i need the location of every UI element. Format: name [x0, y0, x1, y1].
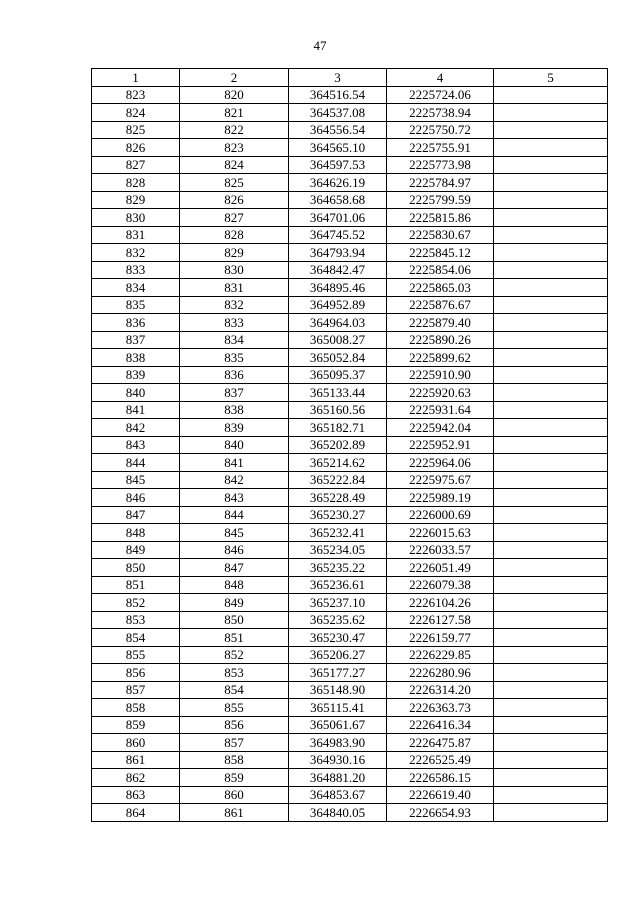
table-cell: 844: [92, 454, 180, 472]
table-row: [92, 156, 608, 174]
table-cell: 2225738.94: [387, 104, 494, 122]
table-cell: [494, 261, 608, 279]
table-cell: [494, 559, 608, 577]
table-cell: 2226015.63: [387, 524, 494, 542]
table-row: [92, 261, 608, 279]
table-cell: [494, 489, 608, 507]
table-cell: 364793.94: [289, 244, 387, 262]
table-cell: 849: [180, 594, 289, 612]
table-cell: 365206.27: [289, 646, 387, 664]
column-header: 4: [387, 69, 494, 87]
table-cell: [494, 226, 608, 244]
table-cell: 828: [180, 226, 289, 244]
table-row: [92, 279, 608, 297]
table-cell: [494, 629, 608, 647]
table-cell: [494, 576, 608, 594]
table-cell: 365222.84: [289, 471, 387, 489]
table-cell: [494, 436, 608, 454]
table-cell: 860: [180, 786, 289, 804]
coordinates-table: [91, 68, 608, 822]
table-cell: [494, 664, 608, 682]
table-row: [92, 436, 608, 454]
table-cell: [494, 314, 608, 332]
table-cell: 851: [180, 629, 289, 647]
table-cell: 830: [92, 209, 180, 227]
table-cell: 2225784.97: [387, 174, 494, 192]
table-cell: [494, 366, 608, 384]
table-cell: [494, 296, 608, 314]
table-row: [92, 681, 608, 699]
table-cell: [494, 611, 608, 629]
table-cell: [494, 646, 608, 664]
table-row: [92, 314, 608, 332]
table-cell: 2226033.57: [387, 541, 494, 559]
table-cell: 857: [92, 681, 180, 699]
table-cell: 834: [92, 279, 180, 297]
table-cell: 853: [180, 664, 289, 682]
table-cell: 848: [92, 524, 180, 542]
table-cell: 854: [180, 681, 289, 699]
table-cell: 365177.27: [289, 664, 387, 682]
column-header: 1: [92, 69, 180, 87]
table-cell: 854: [92, 629, 180, 647]
table-cell: 831: [180, 279, 289, 297]
table-cell: 2226586.15: [387, 769, 494, 787]
table-cell: 862: [92, 769, 180, 787]
table-cell: [494, 121, 608, 139]
table-cell: 364745.52: [289, 226, 387, 244]
table-cell: 855: [92, 646, 180, 664]
table-cell: 365234.05: [289, 541, 387, 559]
table-cell: 364840.05: [289, 804, 387, 822]
table-cell: 837: [180, 384, 289, 402]
table-cell: 840: [92, 384, 180, 402]
table-cell: 2226229.85: [387, 646, 494, 664]
table-row: [92, 664, 608, 682]
table-cell: 825: [92, 121, 180, 139]
table-cell: 365182.71: [289, 419, 387, 437]
table-cell: 850: [92, 559, 180, 577]
table-cell: 2225952.91: [387, 436, 494, 454]
table-cell: 2226079.38: [387, 576, 494, 594]
table-cell: [494, 349, 608, 367]
table-cell: [494, 541, 608, 559]
table-row: [92, 349, 608, 367]
table-cell: 835: [92, 296, 180, 314]
table-cell: 859: [180, 769, 289, 787]
table-cell: 837: [92, 331, 180, 349]
table-cell: 861: [180, 804, 289, 822]
table-cell: 2225931.64: [387, 401, 494, 419]
table-cell: 365228.49: [289, 489, 387, 507]
table-cell: 864: [92, 804, 180, 822]
table-cell: [494, 209, 608, 227]
table-cell: 825: [180, 174, 289, 192]
table-cell: [494, 139, 608, 157]
table-cell: 852: [92, 594, 180, 612]
table-cell: 832: [180, 296, 289, 314]
table-cell: [494, 419, 608, 437]
table-cell: 364516.54: [289, 86, 387, 104]
table-cell: 840: [180, 436, 289, 454]
table-row: [92, 419, 608, 437]
table-cell: 853: [92, 611, 180, 629]
table-cell: 2225975.67: [387, 471, 494, 489]
table-cell: 2225899.62: [387, 349, 494, 367]
table-cell: 365236.61: [289, 576, 387, 594]
table-cell: 836: [92, 314, 180, 332]
table-row: [92, 786, 608, 804]
table-cell: 846: [180, 541, 289, 559]
table-cell: 365115.41: [289, 699, 387, 717]
table-cell: 850: [180, 611, 289, 629]
table-cell: 842: [180, 471, 289, 489]
table-cell: [494, 471, 608, 489]
table-cell: 860: [92, 734, 180, 752]
table-cell: 830: [180, 261, 289, 279]
table-row: [92, 104, 608, 122]
table-cell: 822: [180, 121, 289, 139]
table-cell: 365008.27: [289, 331, 387, 349]
table-cell: 2225920.63: [387, 384, 494, 402]
table-cell: 824: [92, 104, 180, 122]
column-header: 5: [494, 69, 608, 87]
table-cell: [494, 331, 608, 349]
table-cell: 364565.10: [289, 139, 387, 157]
table-row: [92, 629, 608, 647]
table-cell: 2225755.91: [387, 139, 494, 157]
table-row: [92, 296, 608, 314]
table-cell: 838: [180, 401, 289, 419]
table-row: [92, 191, 608, 209]
table-cell: 835: [180, 349, 289, 367]
table-cell: 2226280.96: [387, 664, 494, 682]
table-cell: 823: [180, 139, 289, 157]
table-cell: 2225830.67: [387, 226, 494, 244]
table-cell: 365061.67: [289, 716, 387, 734]
table-cell: [494, 716, 608, 734]
table-cell: [494, 681, 608, 699]
table-cell: 364626.19: [289, 174, 387, 192]
table-cell: [494, 191, 608, 209]
table-cell: 2226363.73: [387, 699, 494, 717]
table-row: [92, 559, 608, 577]
table-cell: [494, 524, 608, 542]
table-cell: 365133.44: [289, 384, 387, 402]
table-cell: 852: [180, 646, 289, 664]
table-cell: 821: [180, 104, 289, 122]
table-cell: 844: [180, 506, 289, 524]
table-cell: 2226159.77: [387, 629, 494, 647]
table-cell: 2226104.26: [387, 594, 494, 612]
table-cell: 364895.46: [289, 279, 387, 297]
table-cell: 831: [92, 226, 180, 244]
table-cell: 364881.20: [289, 769, 387, 787]
table-cell: 364964.03: [289, 314, 387, 332]
table-cell: 861: [92, 751, 180, 769]
table-cell: 843: [180, 489, 289, 507]
table-cell: 839: [180, 419, 289, 437]
table-cell: 2226619.40: [387, 786, 494, 804]
table-body: [92, 86, 608, 821]
table-cell: 857: [180, 734, 289, 752]
table-cell: 2226000.69: [387, 506, 494, 524]
table-cell: 856: [92, 664, 180, 682]
table-row: [92, 524, 608, 542]
table-cell: 829: [92, 191, 180, 209]
table-row: [92, 86, 608, 104]
table-cell: 2225910.90: [387, 366, 494, 384]
table-cell: 851: [92, 576, 180, 594]
table-row: [92, 331, 608, 349]
table-row: [92, 769, 608, 787]
table-cell: 364537.08: [289, 104, 387, 122]
table-cell: [494, 786, 608, 804]
table-cell: 364556.54: [289, 121, 387, 139]
table-cell: 365237.10: [289, 594, 387, 612]
table-row: [92, 646, 608, 664]
table-row: [92, 401, 608, 419]
table-cell: 2225854.06: [387, 261, 494, 279]
table-cell: 827: [180, 209, 289, 227]
table-cell: 826: [92, 139, 180, 157]
table-cell: 365230.27: [289, 506, 387, 524]
table-row: [92, 489, 608, 507]
page-number: 47: [313, 38, 327, 53]
table-cell: 856: [180, 716, 289, 734]
table-row: [92, 121, 608, 139]
table-cell: 364658.68: [289, 191, 387, 209]
table-cell: 364701.06: [289, 209, 387, 227]
table-cell: 833: [92, 261, 180, 279]
table-row: [92, 139, 608, 157]
table-cell: 365052.84: [289, 349, 387, 367]
table-cell: [494, 699, 608, 717]
table-cell: 2225876.67: [387, 296, 494, 314]
table-cell: 839: [92, 366, 180, 384]
table-row: [92, 751, 608, 769]
table-cell: 2226654.93: [387, 804, 494, 822]
table-cell: 832: [92, 244, 180, 262]
table-cell: 364983.90: [289, 734, 387, 752]
table-cell: [494, 244, 608, 262]
table-cell: 2225879.40: [387, 314, 494, 332]
table-row: [92, 594, 608, 612]
table-cell: 826: [180, 191, 289, 209]
table-cell: 843: [92, 436, 180, 454]
table-cell: 365214.62: [289, 454, 387, 472]
table-cell: [494, 454, 608, 472]
table-cell: 842: [92, 419, 180, 437]
table-cell: 859: [92, 716, 180, 734]
table-cell: 365202.89: [289, 436, 387, 454]
table-cell: 2225773.98: [387, 156, 494, 174]
table-row: [92, 541, 608, 559]
table-cell: 858: [180, 751, 289, 769]
table-cell: 845: [180, 524, 289, 542]
table-cell: 855: [180, 699, 289, 717]
table-cell: [494, 279, 608, 297]
table-row: [92, 576, 608, 594]
table-cell: 365235.22: [289, 559, 387, 577]
table-cell: 2226314.20: [387, 681, 494, 699]
table-row: [92, 716, 608, 734]
table-cell: 2226475.87: [387, 734, 494, 752]
column-header: 2: [180, 69, 289, 87]
table-cell: 364930.16: [289, 751, 387, 769]
table-cell: [494, 769, 608, 787]
table-cell: 845: [92, 471, 180, 489]
table-cell: 838: [92, 349, 180, 367]
table-cell: [494, 86, 608, 104]
table-cell: 2226525.49: [387, 751, 494, 769]
table-cell: [494, 174, 608, 192]
table-cell: 2225845.12: [387, 244, 494, 262]
table-cell: [494, 734, 608, 752]
table-row: [92, 804, 608, 822]
table-row: [92, 209, 608, 227]
table-cell: 823: [92, 86, 180, 104]
table-cell: 833: [180, 314, 289, 332]
table-cell: 2225890.26: [387, 331, 494, 349]
table-cell: 863: [92, 786, 180, 804]
table-cell: [494, 751, 608, 769]
table-cell: 2225942.04: [387, 419, 494, 437]
table-cell: [494, 156, 608, 174]
table-cell: 364952.89: [289, 296, 387, 314]
table-cell: 365232.41: [289, 524, 387, 542]
table-cell: 827: [92, 156, 180, 174]
table-cell: 2225750.72: [387, 121, 494, 139]
table-cell: 847: [92, 506, 180, 524]
table-row: [92, 226, 608, 244]
table-cell: 2225989.19: [387, 489, 494, 507]
table-cell: 365230.47: [289, 629, 387, 647]
table-cell: 847: [180, 559, 289, 577]
table-cell: 365235.62: [289, 611, 387, 629]
table-cell: [494, 384, 608, 402]
table-cell: 2226051.49: [387, 559, 494, 577]
table-cell: 365148.90: [289, 681, 387, 699]
table-cell: 858: [92, 699, 180, 717]
table-cell: 364842.47: [289, 261, 387, 279]
table-cell: 841: [180, 454, 289, 472]
table-cell: 2225865.03: [387, 279, 494, 297]
table-row: [92, 174, 608, 192]
table-cell: 2225724.06: [387, 86, 494, 104]
table-row: [92, 384, 608, 402]
table-cell: 2225815.86: [387, 209, 494, 227]
table-cell: [494, 804, 608, 822]
table-cell: 829: [180, 244, 289, 262]
table-cell: 365095.37: [289, 366, 387, 384]
table-cell: 846: [92, 489, 180, 507]
table-row: [92, 506, 608, 524]
table-cell: 2226127.58: [387, 611, 494, 629]
table-cell: 836: [180, 366, 289, 384]
table-cell: 2225799.59: [387, 191, 494, 209]
table-header-row: [92, 69, 608, 87]
table-row: [92, 734, 608, 752]
table-cell: 841: [92, 401, 180, 419]
column-header: 3: [289, 69, 387, 87]
table-row: [92, 366, 608, 384]
table-cell: [494, 594, 608, 612]
table-cell: [494, 401, 608, 419]
table-cell: 849: [92, 541, 180, 559]
table-cell: [494, 506, 608, 524]
table-cell: 848: [180, 576, 289, 594]
table-row: [92, 611, 608, 629]
table-cell: 820: [180, 86, 289, 104]
table-cell: 834: [180, 331, 289, 349]
table-cell: 828: [92, 174, 180, 192]
table-cell: 364597.53: [289, 156, 387, 174]
table-row: [92, 471, 608, 489]
table-row: [92, 244, 608, 262]
table-row: [92, 454, 608, 472]
table-cell: 365160.56: [289, 401, 387, 419]
table-cell: 364853.67: [289, 786, 387, 804]
table-cell: 2225964.06: [387, 454, 494, 472]
table-row: [92, 699, 608, 717]
table-cell: 824: [180, 156, 289, 174]
table-cell: 2226416.34: [387, 716, 494, 734]
table-cell: [494, 104, 608, 122]
